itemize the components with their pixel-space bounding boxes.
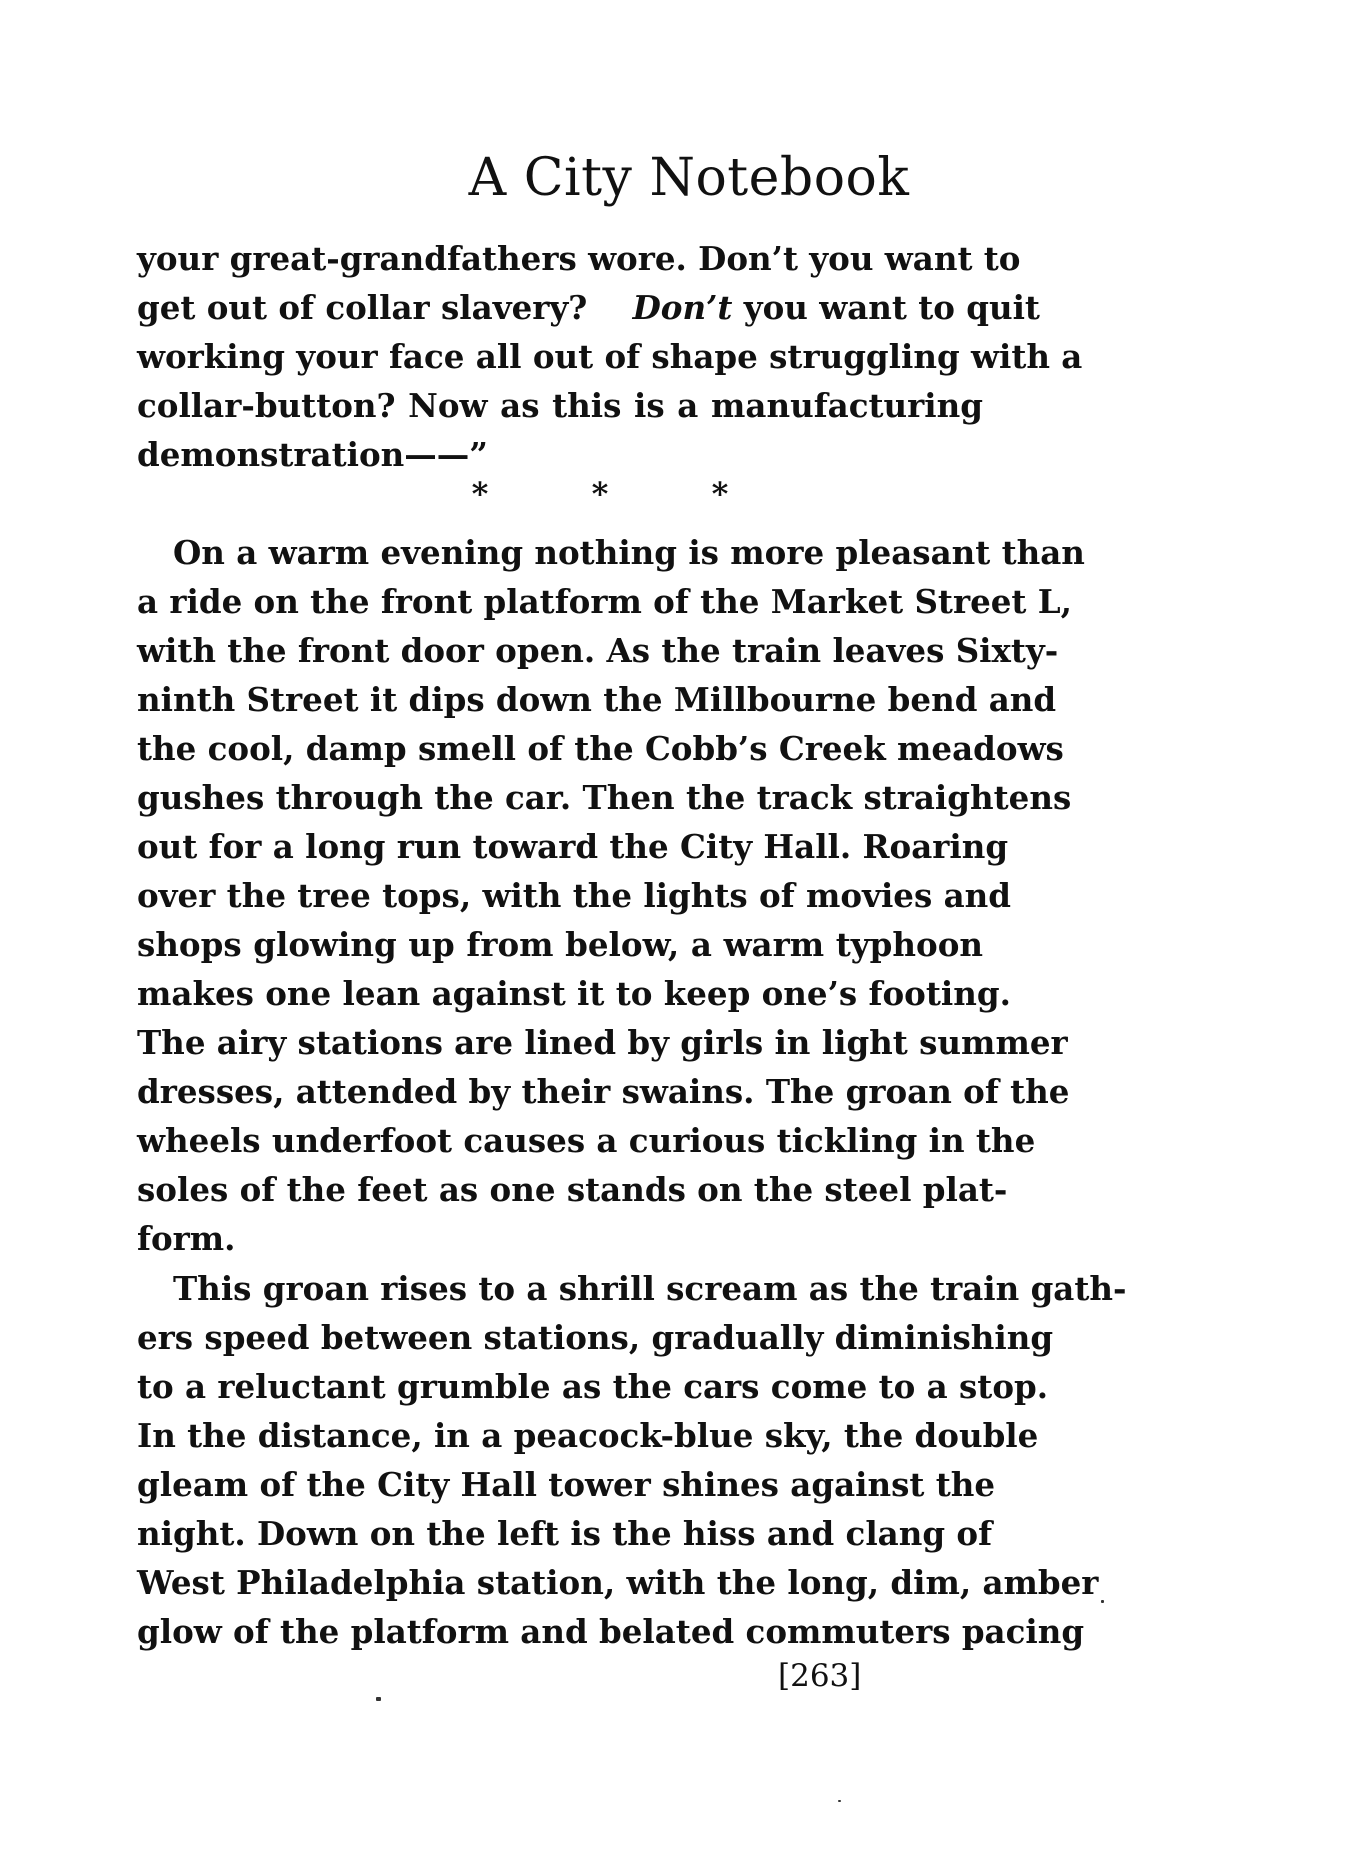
text-line: wheels underfoot causes a curious tickling in the [137, 1121, 1036, 1160]
text-line: ers speed between stations, gradually diminishing [137, 1318, 1054, 1357]
text-line: with the front door open. As the train leaves Sixty- [137, 631, 1059, 670]
text-line: The airy stations are lined by girls in light summer [137, 1023, 1068, 1062]
asterisk-mark: * [711, 475, 729, 513]
text-line: makes one lean against it to keep one’s footing. [137, 974, 1011, 1013]
text-fragment: get out of collar slavery? [137, 288, 588, 327]
text-line: gushes through the car. Then the track straightens [137, 778, 1072, 817]
text-line: night. Down on the left is the hiss and clang of [137, 1514, 993, 1553]
text-line: your great-grandfathers wore. Don’t you want to [137, 239, 1021, 278]
text-line: dresses, attended by their swains. The groan of the [137, 1072, 1070, 1111]
text-line: On a warm evening nothing is more pleasant than [173, 533, 1085, 572]
asterisk-mark: * [591, 475, 609, 513]
text-line: shops glowing up from below, a warm typhoon [137, 925, 983, 964]
scan-speck [376, 1697, 381, 1701]
text-line: the cool, damp smell of the Cobb’s Creek meadows [137, 729, 1064, 768]
text-line: to a reluctant grumble as the cars come to a stop. [137, 1367, 1049, 1406]
text-line: collar-button? Now as this is a manufacturing [137, 386, 983, 425]
text-line: ninth Street it dips down the Millbourne bend and [137, 680, 1057, 719]
page-number: [263] [778, 1658, 862, 1694]
paragraph-market-street [137, 528, 1085, 1263]
scan-speck [838, 1800, 841, 1802]
text-line: over the tree tops, with the lights of movies and [137, 876, 1012, 915]
asterisk-mark: * [471, 475, 489, 513]
emphasized-word: Don’t [632, 288, 733, 327]
text-line: a ride on the front platform of the Market Street L, [137, 582, 1072, 621]
text-line: gleam of the City Hall tower shines against the [137, 1465, 996, 1504]
page-title: A City Notebook [468, 148, 910, 208]
text-line: demonstration——” [137, 435, 488, 474]
text-line: West Philadelphia station, with the long, dim, amber [137, 1563, 1099, 1602]
section-separator [420, 474, 780, 514]
scan-speck [1101, 1600, 1104, 1603]
text-line: In the distance, in a peacock-blue sky, the double [137, 1416, 1039, 1455]
paragraph-groan [137, 1264, 1127, 1656]
paragraph-continued [137, 234, 1083, 479]
text-line: form. [137, 1219, 236, 1258]
text-line: working your face all out of shape struggling with a [137, 337, 1083, 376]
text-line: glow of the platform and belated commuters pacing [137, 1612, 1085, 1651]
text-line: out for a long run toward the City Hall. Roaring [137, 827, 1009, 866]
text-line: soles of the feet as one stands on the steel plat- [137, 1170, 1008, 1209]
text-fragment: you want to quit [743, 288, 1040, 327]
text-line: This groan rises to a shrill scream as the train gath- [173, 1269, 1127, 1308]
text-line [137, 283, 1040, 332]
